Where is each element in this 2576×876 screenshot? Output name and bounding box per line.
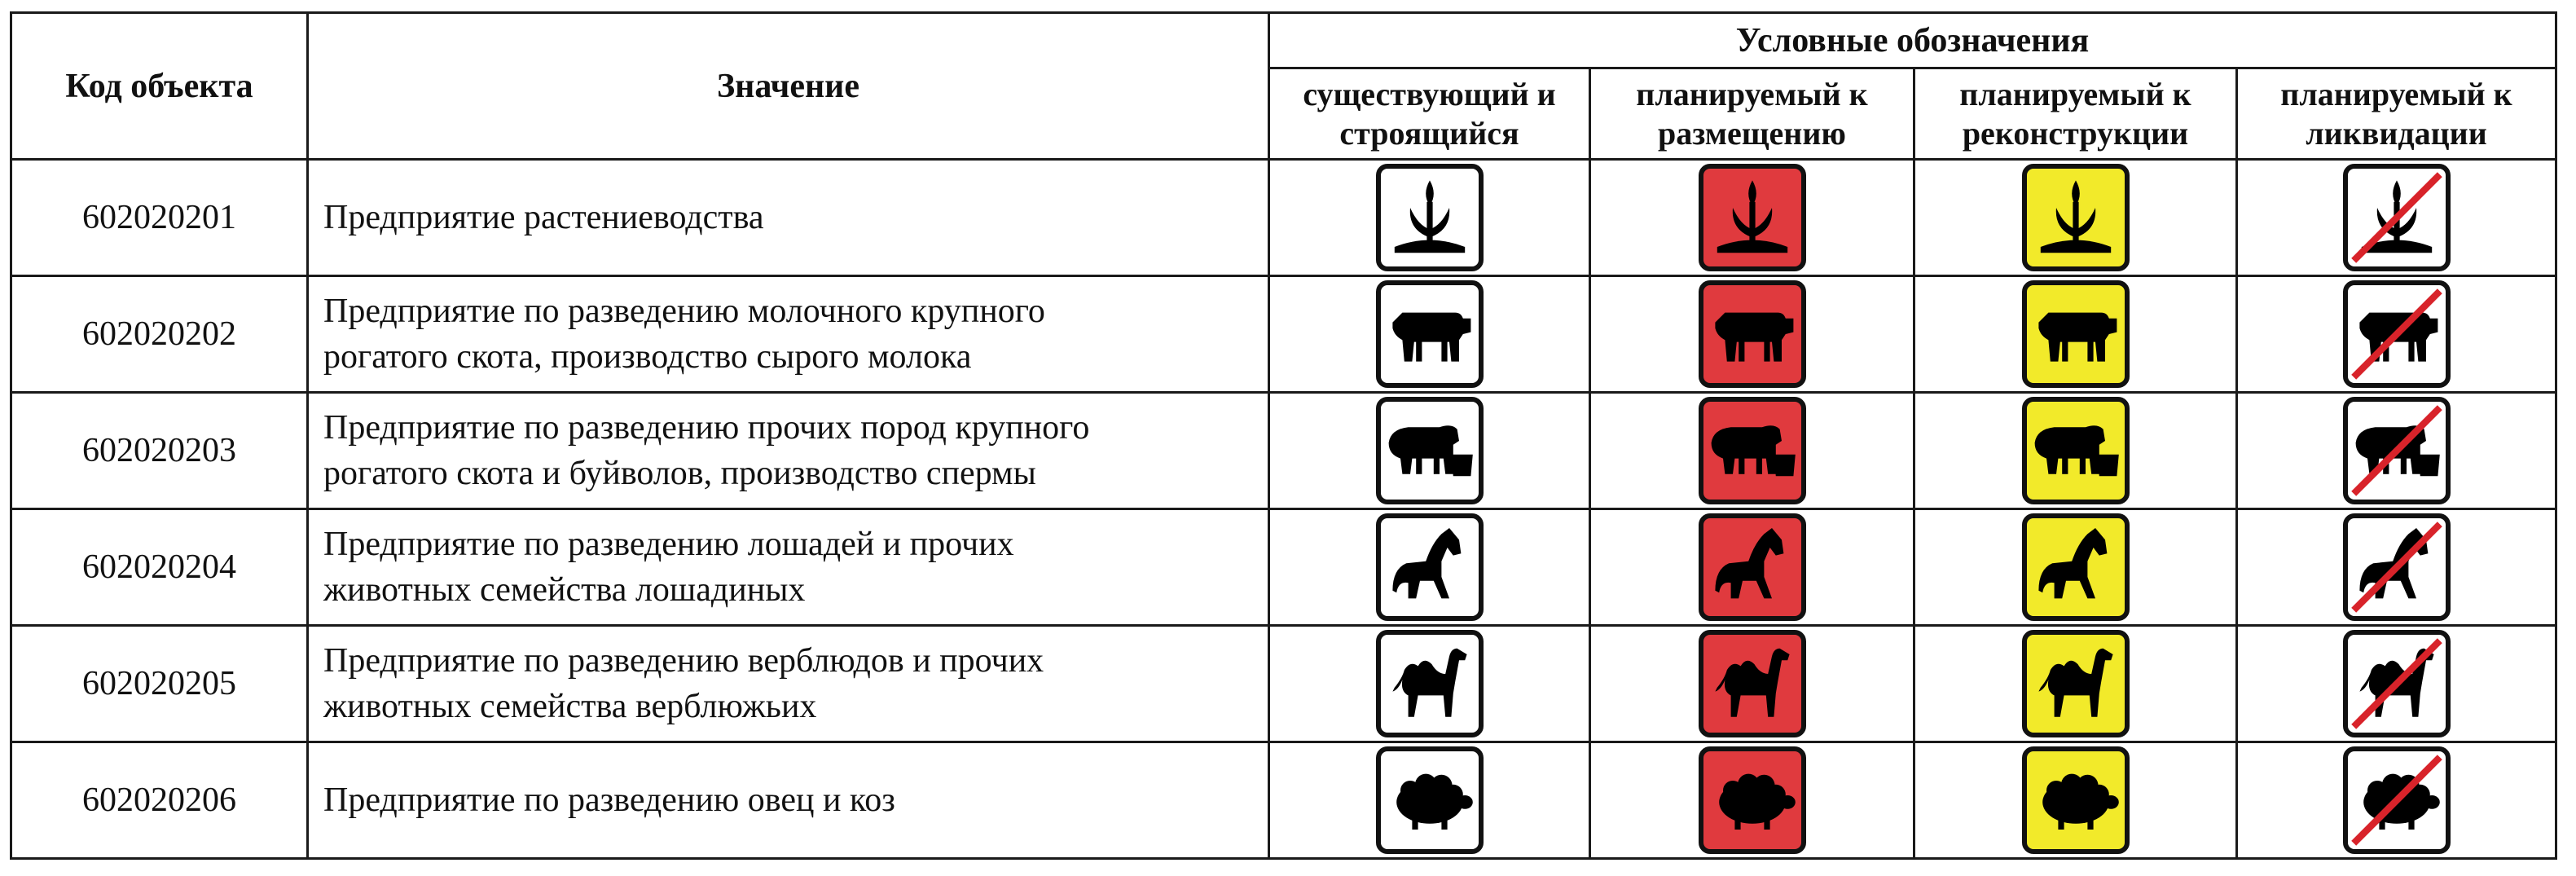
- buffalo-icon: [2027, 402, 2125, 500]
- description-line: рогатого скота и буйволов, производство спермы: [323, 455, 1036, 492]
- object-description: [308, 393, 1269, 509]
- table-row: [11, 742, 2556, 859]
- legend-symbol: [2022, 630, 2130, 737]
- legend-symbol: [2022, 280, 2130, 388]
- horse-icon: [2348, 518, 2446, 616]
- symbol-cell: [2237, 276, 2556, 393]
- sheep-icon: [2348, 751, 2446, 849]
- camel-icon: [2027, 635, 2125, 733]
- header-meaning: Значение: [308, 13, 1269, 160]
- header-col-line: реконструкции: [1962, 114, 2189, 152]
- symbol-cell: [1914, 393, 2237, 509]
- description-line: Предприятие по разведению прочих пород крупного: [323, 409, 1090, 447]
- object-code: 602020205: [11, 626, 308, 742]
- cow-icon: [2348, 285, 2446, 383]
- legend-symbol: [2343, 513, 2451, 621]
- camel-icon: [2348, 635, 2446, 733]
- buffalo-icon: [1703, 402, 1801, 500]
- symbol-cell: [1914, 509, 2237, 626]
- horse-icon: [2027, 518, 2125, 616]
- legend-symbol: [1699, 746, 1806, 854]
- symbol-cell: [1914, 160, 2237, 276]
- table-row: [11, 160, 2556, 276]
- header-col-line: строящийся: [1339, 114, 1519, 152]
- description-line: животных семейства верблюжьих: [323, 688, 817, 725]
- object-code: 602020201: [11, 160, 308, 276]
- legend-symbol: [1699, 280, 1806, 388]
- legend-symbol: [1376, 164, 1484, 271]
- legend-symbol: [2022, 164, 2130, 271]
- buffalo-icon: [2348, 402, 2446, 500]
- plant-icon: [2348, 169, 2446, 266]
- description-line: Предприятие по разведению лошадей и прочих: [323, 526, 1014, 563]
- legend-symbol: [2343, 280, 2451, 388]
- legend-table: [10, 11, 2557, 860]
- symbol-cell: [1269, 160, 1590, 276]
- legend-symbol: [2343, 164, 2451, 271]
- legend-symbol: [2343, 397, 2451, 504]
- camel-icon: [1381, 635, 1479, 733]
- camel-icon: [1703, 635, 1801, 733]
- header-col-existing: [1269, 68, 1590, 160]
- symbol-cell: [1269, 276, 1590, 393]
- symbol-cell: [2237, 626, 2556, 742]
- header-code: Код объекта: [11, 13, 308, 160]
- plant-icon: [1381, 169, 1479, 266]
- header-col-line: планируемый к: [2280, 75, 2512, 112]
- legend-symbol: [1699, 397, 1806, 504]
- object-description: [308, 626, 1269, 742]
- object-code: 602020204: [11, 509, 308, 626]
- object-description: [308, 509, 1269, 626]
- sheep-icon: [2027, 751, 2125, 849]
- legend-symbol: [2022, 746, 2130, 854]
- header-col-placement: [1590, 68, 1914, 160]
- description-line: Предприятие по разведению овец и коз: [323, 781, 895, 819]
- description-line: Предприятие по разведению верблюдов и прочих: [323, 642, 1044, 680]
- object-code: 602020203: [11, 393, 308, 509]
- description-line: животных семейства лошадиных: [323, 571, 806, 609]
- plant-icon: [1703, 169, 1801, 266]
- symbol-cell: [1269, 393, 1590, 509]
- symbol-cell: [1269, 626, 1590, 742]
- legend-symbol: [2343, 746, 2451, 854]
- header-col-line: существующий и: [1303, 75, 1556, 112]
- symbol-cell: [1590, 509, 1914, 626]
- header-legend: Условные обозначения: [1269, 13, 2556, 68]
- object-code: 602020202: [11, 276, 308, 393]
- symbol-cell: [2237, 509, 2556, 626]
- table-row: [11, 393, 2556, 509]
- table-row: [11, 276, 2556, 393]
- symbol-cell: [2237, 742, 2556, 859]
- description-line: Предприятие растениеводства: [323, 199, 764, 236]
- legend-symbol: [1699, 164, 1806, 271]
- legend-symbol: [1376, 280, 1484, 388]
- header-col-line: планируемый к: [1636, 75, 1868, 112]
- symbol-cell: [1590, 276, 1914, 393]
- header-col-line: размещению: [1658, 114, 1846, 152]
- table-row: [11, 626, 2556, 742]
- object-description: [308, 742, 1269, 859]
- legend-symbol: [1376, 746, 1484, 854]
- header-col-line: ликвидации: [2306, 114, 2487, 152]
- symbol-cell: [1914, 742, 2237, 859]
- legend-symbol: [1376, 397, 1484, 504]
- legend-symbol: [1376, 630, 1484, 737]
- legend-symbol: [2343, 630, 2451, 737]
- horse-icon: [1703, 518, 1801, 616]
- symbol-cell: [1590, 626, 1914, 742]
- symbol-cell: [1590, 393, 1914, 509]
- symbol-cell: [1590, 742, 1914, 859]
- cow-icon: [1703, 285, 1801, 383]
- symbol-cell: [1914, 626, 2237, 742]
- header-col-reconstruction: [1914, 68, 2237, 160]
- symbol-cell: [1269, 509, 1590, 626]
- symbol-cell: [2237, 393, 2556, 509]
- legend-symbol: [2022, 513, 2130, 621]
- legend-symbol: [2022, 397, 2130, 504]
- plant-icon: [2027, 169, 2125, 266]
- sheep-icon: [1381, 751, 1479, 849]
- sheep-icon: [1703, 751, 1801, 849]
- header-col-line: планируемый к: [1959, 75, 2191, 112]
- header-col-liquidation: [2237, 68, 2556, 160]
- description-line: Предприятие по разведению молочного крупного: [323, 293, 1045, 330]
- object-description: [308, 160, 1269, 276]
- legend-symbol: [1376, 513, 1484, 621]
- symbol-cell: [2237, 160, 2556, 276]
- horse-icon: [1381, 518, 1479, 616]
- cow-icon: [2027, 285, 2125, 383]
- symbol-cell: [1914, 276, 2237, 393]
- legend-symbol: [1699, 513, 1806, 621]
- object-description: [308, 276, 1269, 393]
- cow-icon: [1381, 285, 1479, 383]
- buffalo-icon: [1381, 402, 1479, 500]
- legend-symbol: [1699, 630, 1806, 737]
- cross-line: [2354, 524, 2440, 610]
- object-code: 602020206: [11, 742, 308, 859]
- description-line: рогатого скота, производство сырого молока: [323, 338, 972, 376]
- symbol-cell: [1590, 160, 1914, 276]
- symbol-cell: [1269, 742, 1590, 859]
- table-row: [11, 509, 2556, 626]
